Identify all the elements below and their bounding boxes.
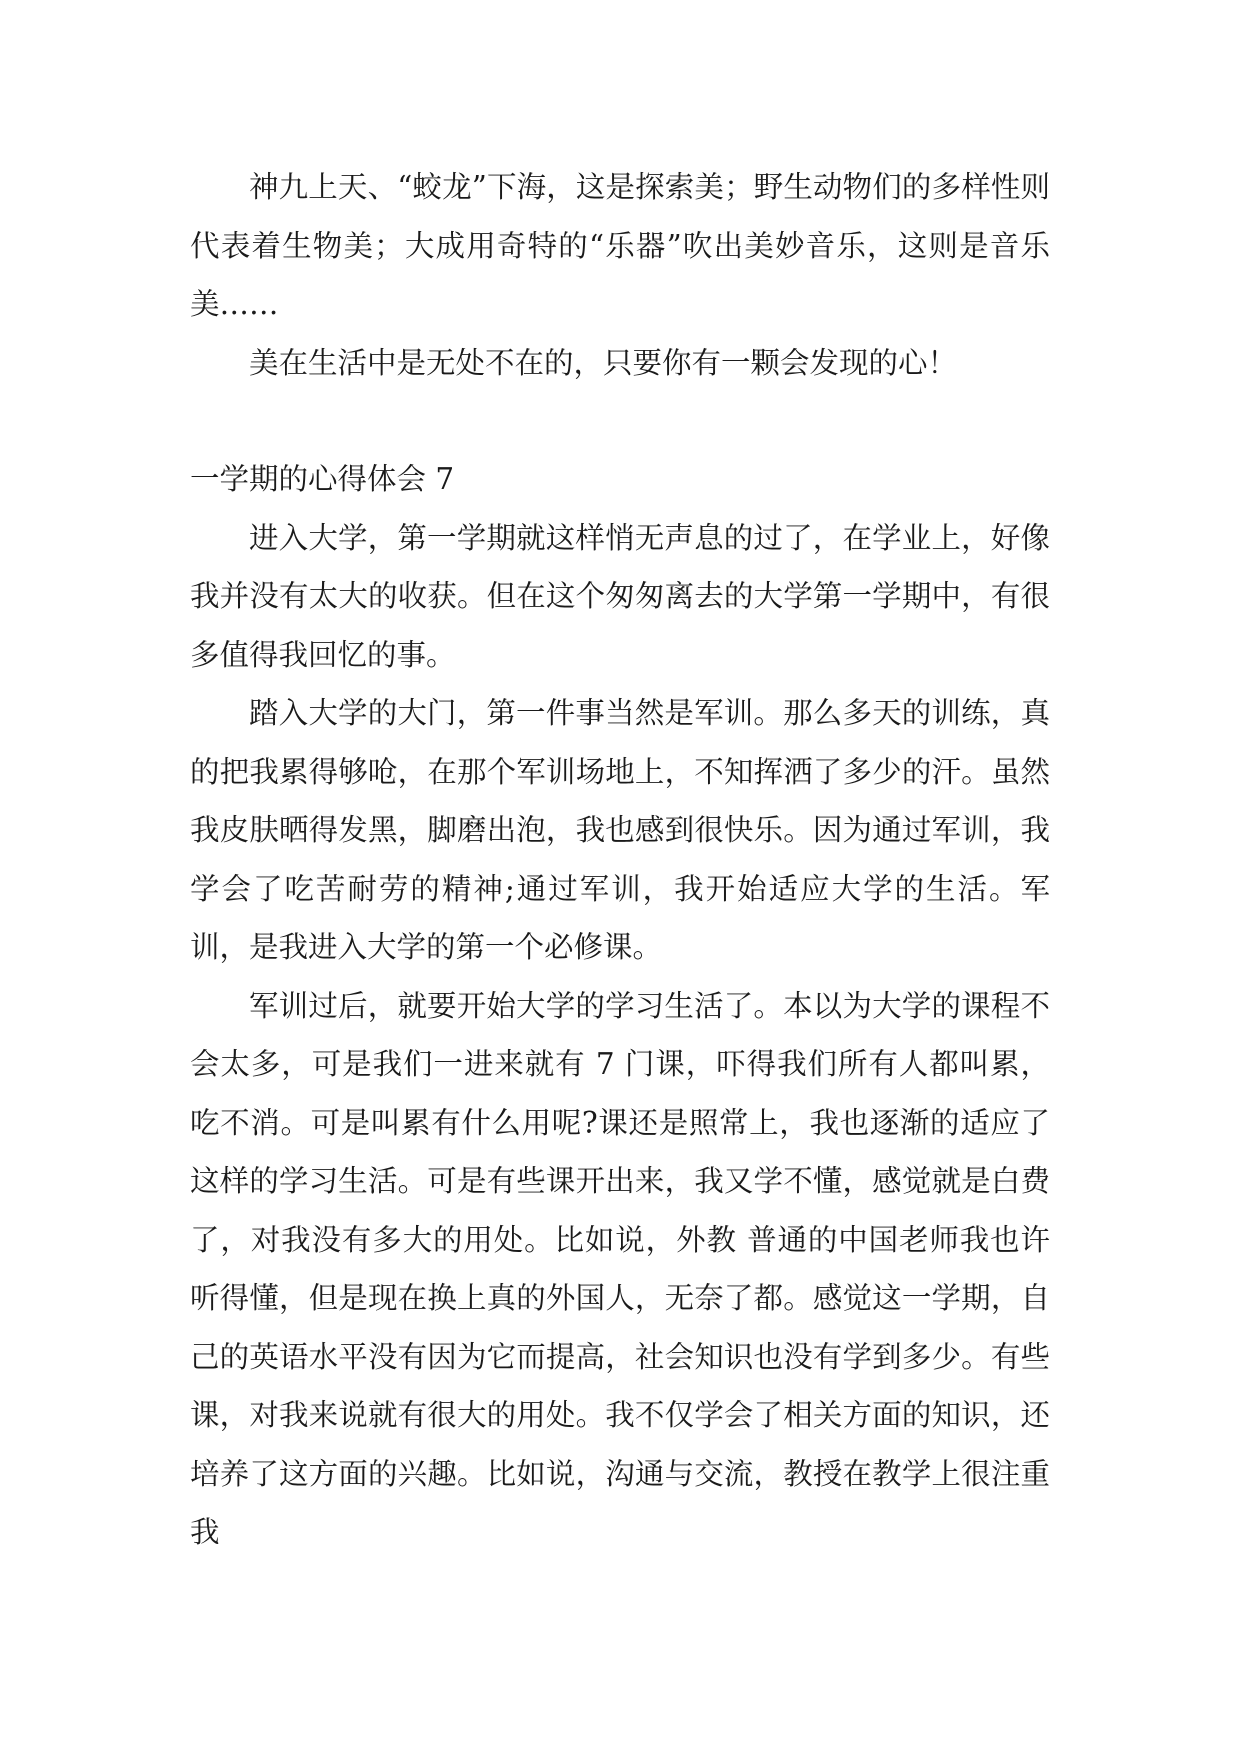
- section-paragraph-1: 进入大学，第一学期就这样悄无声息的过了，在学业上，好像我并没有太大的收获。但在这个匆匆离去的大学第一学期中，有很多值得我回忆的事。: [190, 520, 1050, 672]
- section-title: 一学期的心得体会 7: [190, 462, 455, 496]
- section-paragraph-2: 踏入大学的大门，第一件事当然是军训。那么多天的训练，真的把我累得够呛，在那个军训场地上，不知挥洒了多少的汗。虽然我皮肤晒得发黑，脚磨出泡，我也感到很快乐。因为通过军训，我学会了吃苦耐劳的精神;通过军训，我开始适应大学的生活。军训，是我进入大学的第一个必修课。: [190, 696, 1050, 964]
- section-paragraph-3: 军训过后，就要开始大学的学习生活了。本以为大学的课程不会太多，可是我们一进来就有 7 门课，吓得我们所有人都叫累，吃不消。可是叫累有什么用呢?课还是照常上，我也逐渐的适应了这样的学习生活。可是有些课开出来，我又学不懂，感觉就是白费了，对我没有多大的用处。比如说，外教 普通的中国老师我也许听得懂，但是现在换上真的外国人，无奈了都。感觉这一学期，自己的英语水平没有因为它而提高，社会知识也没有学到多少。有些课，对我来说就有很大的用处。我不仅学会了相关方面的知识，还培养了这方面的兴趣。比如说，沟通与交流，教授在教学上很注重我: [190, 988, 1050, 1549]
- intro-paragraph-1: 神九上天、“蛟龙”下海，这是探索美；野生动物们的多样性则代表着生物美；大成用奇特的“乐器”吹出美妙音乐，这则是音乐美……: [190, 170, 1050, 321]
- intro-paragraph-2: 美在生活中是无处不在的，只要你有一颗会发现的心！: [249, 345, 958, 380]
- document-body: [190, 158, 1050, 1562]
